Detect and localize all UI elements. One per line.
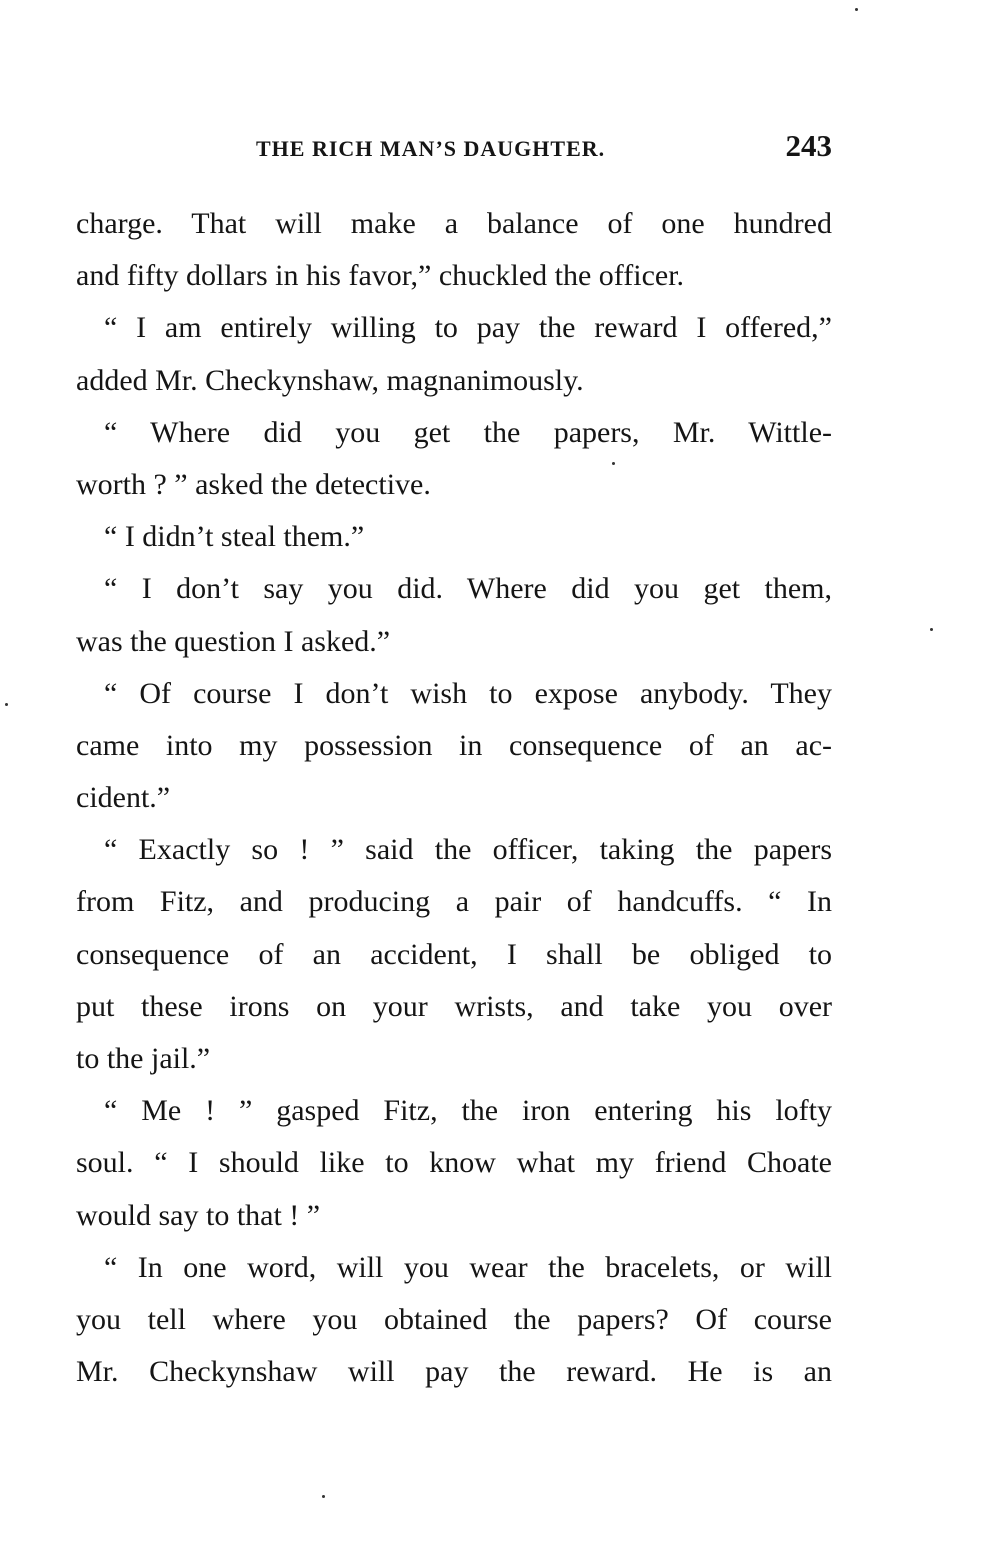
text-line: to the jail.” [76,1042,211,1075]
text-line: you tell where you obtained the papers? Of course [76,1302,832,1336]
text-line: Mr. Checkynshaw will pay the reward. He is an [76,1355,832,1389]
text-line: and fifty dollars in his favor,” chuckled the officer. [76,259,685,293]
body-text [76,198,832,1398]
text-line: “ Where did you get the papers, Mr. Wittle- [104,415,832,449]
text-line: cident.” [76,781,171,815]
text-line: soul. “ I should like to know what my friend Choate [76,1146,832,1180]
text-line: added Mr. Checkynshaw, magnanimously. [76,363,584,397]
text-line: “ Me ! ” gasped Fitz, the iron entering his lofty [104,1094,832,1128]
text-line: “ I don’t say you did. Where did you get them, [104,572,832,606]
page-number: 243 [785,128,832,163]
scan-speck [855,8,858,11]
text-line: “ I didn’t steal them.” [104,520,365,554]
scan-speck [322,1495,325,1498]
scan-speck [930,628,933,631]
text-line: “ In one word, will you wear the bracelets, or will [104,1250,832,1284]
text-line: from Fitz, and producing a pair of handcuffs. “ In [76,885,832,919]
text-line: charge. That will make a balance of one hundred [76,207,832,240]
scan-speck [612,462,615,465]
page-header [76,128,832,168]
text-line: would say to that ! ” [76,1198,321,1232]
text-line: came into my possession in consequence of an ac- [76,728,832,762]
text-line: “ I am entirely willing to pay the reward I offered,” [104,311,832,345]
text-line: “ Of course I don’t wish to expose anybody. They [104,676,832,710]
text-line: put these irons on your wrists, and take you over [76,989,832,1023]
text-line: “ Exactly so ! ” said the officer, taking the papers [104,833,832,867]
text-line: worth ? ” asked the detective. [76,467,431,501]
text-line: was the question I asked.” [76,624,391,658]
running-title: THE RICH MAN’S DAUGHTER. [256,136,606,161]
text-line: consequence of an accident, I shall be obliged to [76,937,832,971]
scan-speck [5,703,8,706]
